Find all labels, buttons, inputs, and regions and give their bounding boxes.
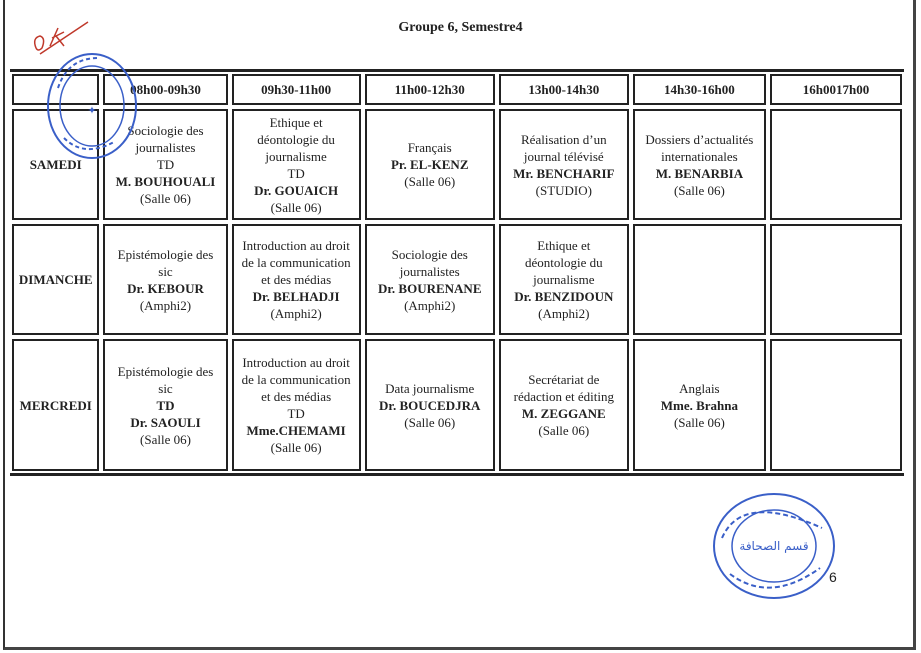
room: (Salle 06) — [538, 423, 590, 438]
course-cell — [633, 339, 766, 471]
day-row — [10, 337, 904, 473]
course-cell — [770, 109, 902, 220]
teacher-name: Dr. GOUAICH — [254, 182, 339, 198]
day-label: SAMEDI — [12, 109, 99, 220]
course-line: journalisme — [265, 148, 327, 164]
room: (Amphi2) — [139, 297, 192, 313]
time-slot-header: 14h30-16h00 — [633, 74, 766, 105]
course-cell — [499, 109, 629, 220]
room: (Salle 06) — [404, 414, 456, 430]
course-line: déontologie du — [524, 255, 603, 270]
course-line: Sociologie des — [127, 123, 204, 138]
teacher-name: Mr. BENCHARIF — [513, 165, 615, 181]
time-slot-header: 11h00-12h30 — [365, 74, 495, 105]
course-cell — [232, 224, 361, 335]
course-line: et des médias — [261, 272, 332, 287]
course-cell — [365, 339, 495, 471]
teacher-name: Dr. BOURENANE — [377, 280, 482, 296]
teacher-name: Mme.CHEMAMI — [246, 423, 346, 438]
course-cell — [365, 224, 495, 335]
course-line: Réalisation d’un — [521, 131, 607, 147]
course-cell — [103, 224, 227, 335]
course-cell — [499, 339, 629, 471]
stamp-top-icon — [44, 48, 144, 168]
room: (Amphi2) — [404, 297, 456, 313]
room: (Salle 06) — [270, 199, 322, 215]
course-line: Français — [407, 140, 452, 155]
course-cell — [633, 109, 766, 220]
course-line: Epistémologie des — [117, 363, 214, 379]
course-type: TD — [156, 397, 175, 413]
day-label: DIMANCHE — [12, 224, 99, 335]
stamp-bottom-text: قسم الصحافة — [739, 539, 809, 553]
teacher-name: Pr. EL-KENZ — [390, 157, 469, 172]
course-line: Introduction au droit — [242, 355, 350, 370]
course-line: TD — [287, 165, 305, 181]
svg-text:✦: ✦ — [87, 104, 97, 117]
course-line: internationales — [661, 148, 738, 164]
teacher-name: Dr. BOUCEDJRA — [379, 397, 481, 413]
teacher-name: Dr. BELHADJI — [252, 289, 340, 304]
room: (Salle 06) — [404, 174, 456, 189]
room: (Amphi2) — [270, 306, 322, 321]
teacher-name: M. BOUHOUALI — [115, 174, 216, 189]
teacher-name: Dr. KEBOUR — [127, 280, 204, 296]
page-title: Groupe 6, Semestre4 — [398, 20, 523, 35]
course-line: Ethique et — [537, 238, 591, 253]
schedule-table — [10, 69, 904, 476]
day-label: MERCREDI — [12, 339, 99, 471]
teacher-name: M. BENARBIA — [655, 165, 744, 181]
course-line: de la communication — [241, 255, 351, 270]
course-line: journalistes — [135, 140, 196, 155]
room: (Salle 06) — [673, 182, 725, 198]
header-row — [10, 72, 904, 107]
room: (Salle 06) — [673, 414, 725, 430]
time-slot-header: 08h00-09h30 — [103, 74, 227, 105]
course-line: TD — [287, 406, 305, 421]
teacher-name: Dr. BENZIDOUN — [514, 289, 614, 304]
room: (Salle 06) — [140, 431, 191, 447]
room: (Amphi2) — [538, 306, 590, 321]
day-row — [10, 222, 904, 337]
course-cell — [232, 339, 361, 471]
room: (Salle 06) — [140, 191, 191, 206]
page-number: 6 — [829, 569, 837, 585]
course-line: rédaction et éditing — [513, 389, 614, 404]
course-line: journalisme — [533, 272, 595, 287]
course-line: TD — [156, 157, 175, 172]
stamp-bottom-icon — [708, 488, 840, 606]
course-line: de la communication — [241, 372, 351, 387]
teacher-name: Mme. Brahna — [660, 397, 739, 413]
course-line: sic — [158, 380, 173, 396]
course-line: journal télévisé — [523, 148, 604, 164]
course-cell — [365, 109, 495, 220]
time-slot-header: 13h00-14h30 — [499, 74, 629, 105]
course-line: Introduction au droit — [242, 238, 350, 253]
course-cell — [103, 339, 227, 471]
course-cell — [633, 224, 766, 335]
course-line: et des médias — [261, 389, 332, 404]
room: (Salle 06) — [270, 440, 322, 455]
course-line: Epistémologie des — [117, 246, 214, 262]
time-slot-header: 16h0017h00 — [770, 74, 902, 105]
course-line: Sociologie des — [391, 246, 468, 262]
course-line: Anglais — [679, 380, 720, 396]
course-cell — [499, 224, 629, 335]
teacher-name: M. ZEGGANE — [521, 406, 606, 421]
course-cell — [770, 224, 902, 335]
course-line: sic — [158, 263, 173, 279]
course-line: Ethique et — [269, 114, 323, 130]
room: (STUDIO) — [535, 182, 592, 198]
course-cell — [770, 339, 902, 471]
course-cell — [232, 109, 361, 220]
course-line: Secrétariat de — [528, 372, 600, 387]
course-line: journalistes — [399, 263, 460, 279]
day-row — [10, 107, 904, 222]
course-line: Data journalisme — [385, 380, 475, 396]
course-line: déontologie du — [257, 131, 335, 147]
time-slot-header: 09h30-11h00 — [232, 74, 361, 105]
course-line: Dossiers d’actualités — [645, 131, 754, 147]
teacher-name: Dr. SAOULI — [130, 414, 201, 430]
